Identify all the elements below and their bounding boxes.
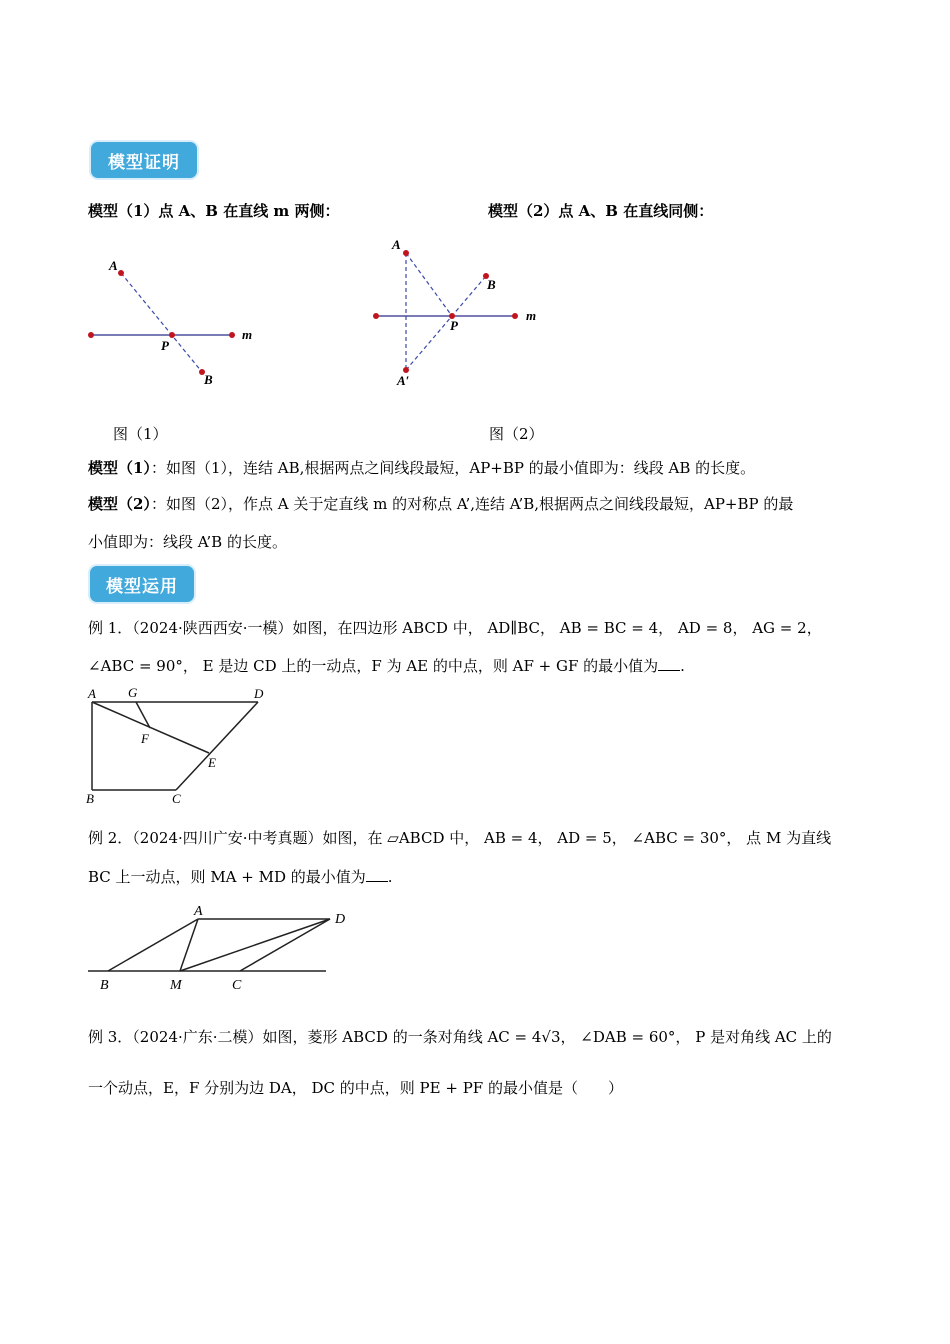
label-c: C xyxy=(232,978,242,993)
label-p: P xyxy=(450,318,458,333)
example1-line2-text: ∠ABC = 90°， E 是边 CD 上的一动点，F 为 AE 的中点，则 AF + GF 的最小值为 xyxy=(88,657,659,675)
example2-figure xyxy=(84,900,364,996)
label-b: B xyxy=(86,791,94,806)
example1-figure xyxy=(84,684,284,808)
model1-explanation xyxy=(88,457,868,479)
point-a xyxy=(118,270,124,276)
example3-line1: 例 3．（2024·广东·二模）如图，菱形 ABCD 的一条对角线 AC = 4√3， ∠DAB = 60°， P 是对角线 AC 上的 xyxy=(88,1028,832,1046)
label-p: P xyxy=(161,338,169,353)
point-p xyxy=(169,332,175,338)
label-d: D xyxy=(335,912,346,927)
label-a: A xyxy=(109,258,118,273)
model2-body-line1: ：如图（2），作点 A 关于定直线 m 的对称点 A’,连结 A’B,根据两点之间线段最短，AP+BP 的最 xyxy=(150,495,794,513)
example2-line2-text: BC 上一动点，则 MA + MD 的最小值为 xyxy=(88,868,366,886)
label-b: B xyxy=(487,277,496,292)
label-a: A xyxy=(392,237,401,252)
example1-line1: 例 1．（2024·陕西西安·一模）如图，在四边形 ABCD 中， AD∥BC， AB = BC = 4， AD = 8， AG = 2， xyxy=(88,619,822,637)
example2-line2-end: . xyxy=(387,868,393,886)
example2-line1: 例 2．（2024·四川广安·中考真题）如图，在 ▱ABCD 中， AB = 4， AD = 5， ∠ABC = 30°， 点 M 为直线 xyxy=(88,829,832,847)
answer-blank xyxy=(366,867,388,882)
line-m-right-end xyxy=(512,313,518,319)
label-m: m xyxy=(242,327,253,342)
figure-2-caption: 图（2） xyxy=(489,425,544,443)
model1-heading: 模型（1）点 A、B 在直线 m 两侧： xyxy=(88,202,340,220)
label-b: B xyxy=(100,978,109,993)
section-title-model-proof: 模型证明 xyxy=(91,142,197,178)
label-a-prime: A′ xyxy=(397,373,410,388)
label-b: B xyxy=(204,372,213,387)
point-a xyxy=(403,250,409,256)
model1-body: ：如图（1），连结 AB,根据两点之间线段最短，AP+BP 的最小值即为：线段 AB 的长度。 xyxy=(150,459,756,477)
model2-explanation-line2: 小值即为：线段 A’B 的长度。 xyxy=(88,533,287,551)
label-e: E xyxy=(208,755,216,770)
label-g: G xyxy=(128,685,138,700)
model1-prefix: 模型（1） xyxy=(88,459,151,477)
label-a: A xyxy=(88,686,96,701)
label-m: m xyxy=(526,308,537,323)
label-c: C xyxy=(172,791,181,806)
line-m-left-end xyxy=(88,332,94,338)
label-f: F xyxy=(141,731,149,746)
model2-prefix: 模型（2） xyxy=(88,495,151,513)
example1-line2 xyxy=(88,655,868,677)
figure-1 xyxy=(80,250,280,400)
example2-line2 xyxy=(88,866,868,888)
model2-heading: 模型（2）点 A、B 在直线同侧： xyxy=(488,202,714,220)
model2-explanation-line1 xyxy=(88,493,868,515)
label-a: A xyxy=(194,904,203,919)
example3-line2: 一个动点，E，F 分别为边 DA， DC 的中点，则 PE + PF 的最小值是（ ） xyxy=(88,1079,623,1097)
figure-2 xyxy=(370,236,550,396)
label-d: D xyxy=(254,686,264,701)
figure-1-caption: 图（1） xyxy=(113,425,168,443)
answer-blank xyxy=(658,656,680,671)
line-m-right-end xyxy=(229,332,235,338)
line-m-left-end xyxy=(373,313,379,319)
label-m: M xyxy=(170,978,182,993)
example1-line2-end: . xyxy=(680,657,685,675)
section-title-model-application: 模型运用 xyxy=(90,566,194,602)
